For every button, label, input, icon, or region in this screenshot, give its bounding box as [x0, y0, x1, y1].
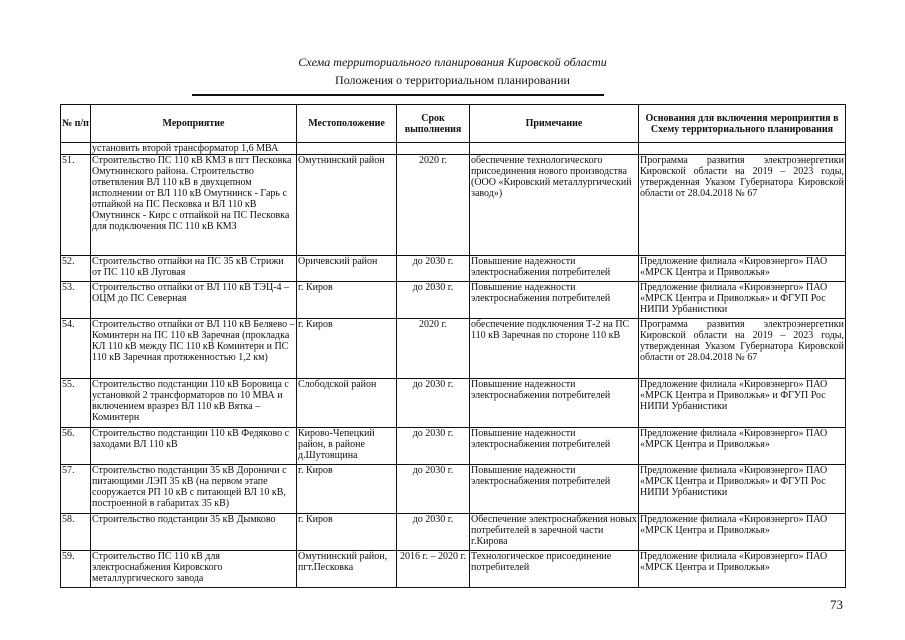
row-location: г. Киров	[297, 514, 397, 551]
row-term: до 2030 г.	[397, 379, 470, 428]
row-note: Повышение надежности электроснабжения потребителей	[470, 428, 639, 465]
row-term: до 2030 г.	[397, 256, 470, 282]
table-row	[61, 155, 846, 256]
row-location: Кирово-Чепецкий район, в районе д.Шутовщина	[297, 428, 397, 465]
row-location: Омутнинский район, пгт.Песковка	[297, 551, 397, 588]
row-location: Слободской район	[297, 379, 397, 428]
table-row	[61, 465, 846, 514]
table-row	[61, 428, 846, 465]
row-note: Повышение надежности электроснабжения потребителей	[470, 379, 639, 428]
row-number: 57.	[61, 465, 91, 514]
row-number: 52.	[61, 256, 91, 282]
row-note: Повышение надежности электроснабжения потребителей	[470, 256, 639, 282]
row-basis: Предложение филиала «Кировэнерго» ПАО «МРСК Центра и Приволжья» и ФГУП Рос НИПИ Урбанистики	[639, 379, 846, 428]
row-basis: Предложение филиала «Кировэнерго» ПАО «МРСК Центра и Приволжья»	[639, 256, 846, 282]
row-location: Омутнинский район	[297, 155, 397, 256]
row-term: до 2030 г.	[397, 465, 470, 514]
row-event: Строительство ПС 110 кВ для электроснабжения Кировского металлургического завода	[91, 551, 297, 588]
row-number: 51.	[61, 155, 91, 256]
table-row	[61, 551, 846, 588]
row-location: г. Киров	[297, 282, 397, 319]
row-basis: Программа развития электроэнергетики Кировской области на 2019 – 2023 годы, утвержденная Указом Губернатора Кировской области от 28.04.2018 № 67	[639, 319, 846, 379]
table-row	[61, 256, 846, 282]
row-number: 53.	[61, 282, 91, 319]
row-term: до 2030 г.	[397, 282, 470, 319]
table-row	[61, 319, 846, 379]
row-note: Повышение надежности электроснабжения потребителей	[470, 282, 639, 319]
row-term: 2016 г. – 2020 г.	[397, 551, 470, 588]
row-event: Строительство отпайки на ПС 35 кВ Стрижи от ПС 110 кВ Луговая	[91, 256, 297, 282]
row-location: г. Киров	[297, 465, 397, 514]
row-term: до 2030 г.	[397, 514, 470, 551]
row-note: Обеспечение электроснабжения новых потребителей в заречной части г.Кирова	[470, 514, 639, 551]
row-note: Технологическое присоединение потребителей	[470, 551, 639, 588]
column-header-event: Мероприятие	[91, 105, 297, 143]
row-event: Строительство подстанции 35 кВ Дороничи с питающими ЛЭП 35 кВ (на первом этапе сооружается РП 10 кВ с питающей ВЛ 10 кВ, построенной в габаритах 35 кВ)	[91, 465, 297, 514]
row-number: 59.	[61, 551, 91, 588]
document-subtitle: Положения о территориальном планировании	[335, 73, 570, 87]
page-number: 73	[830, 597, 843, 612]
row-basis: Предложение филиала «Кировэнерго» ПАО «МРСК Центра и Приволжья»	[639, 551, 846, 588]
table-header-row	[61, 105, 846, 143]
column-header-note: Примечание	[470, 105, 639, 143]
row-number: 58.	[61, 514, 91, 551]
row-event: Строительство ПС 110 кВ КМЗ в пгт Песковка Омутнинского района. Строительство ответвления ВЛ 110 кВ в двухцепном исполнении от ВЛ 110 кВ Омутнинск - Гарь с отпайкой на ПС Песковка и ВЛ 110 кВ Омутнинск - Кирс с отпайкой на ПС Песковка для подключения ПС 110 кВ КМЗ	[91, 155, 297, 256]
row-basis: Предложение филиала «Кировэнерго» ПАО «МРСК Центра и Приволжья» и ФГУП Рос НИПИ Урбанистики	[639, 282, 846, 319]
continuation-row	[61, 143, 846, 155]
row-event: Строительство подстанции 110 кВ Федяково с заходами ВЛ 110 кВ	[91, 428, 297, 465]
row-note: обеспечение подключения Т-2 на ПС 110 кВ Заречная по стороне 110 кВ	[470, 319, 639, 379]
row-basis: Предложение филиала «Кировэнерго» ПАО «МРСК Центра и Приволжья»	[639, 428, 846, 465]
row-number: 54.	[61, 319, 91, 379]
row-note: Повышение надежности электроснабжения потребителей	[470, 465, 639, 514]
column-header-basis: Основания для включения мероприятия в Схему территориального планирования	[639, 105, 846, 143]
table-row	[61, 379, 846, 428]
column-header-term: Срок выполнения	[397, 105, 470, 143]
table-row	[61, 282, 846, 319]
row-location: г. Киров	[297, 319, 397, 379]
row-basis: Программа развития электроэнергетики Кировской области на 2019 – 2023 годы, утвержденная Указом Губернатора Кировской области от 28.04.2018 № 67	[639, 155, 846, 256]
header-divider	[192, 94, 604, 96]
row-term: 2020 г.	[397, 155, 470, 256]
row-term: 2020 г.	[397, 319, 470, 379]
row-location: Оричевский район	[297, 256, 397, 282]
document-title: Схема территориального планирования Кировской области	[298, 55, 607, 69]
row-event: Строительство отпайки от ВЛ 110 кВ ТЭЦ-4 – ОЦМ до ПС Северная	[91, 282, 297, 319]
row-note: обеспечение технологического присоединения нового производства (ООО «Кировский металлургический завод»)	[470, 155, 639, 256]
row-basis: Предложение филиала «Кировэнерго» ПАО «МРСК Центра и Приволжья»	[639, 514, 846, 551]
row-event: Строительство отпайки от ВЛ 110 кВ Беляево – Коминтерн на ПС 110 кВ Заречная (прокладка КЛ 110 кВ между ПС 110 кВ Коминтерн и ПС 110 кВ Заречная протяженностью 1,2 км)	[91, 319, 297, 379]
table-row	[61, 514, 846, 551]
row-number: 56.	[61, 428, 91, 465]
row-term: до 2030 г.	[397, 428, 470, 465]
row-basis: Предложение филиала «Кировэнерго» ПАО «МРСК Центра и Приволжья» и ФГУП Рос НИПИ Урбанистики	[639, 465, 846, 514]
measures-table	[60, 104, 846, 588]
column-header-location: Местоположение	[297, 105, 397, 143]
row-event: Строительство подстанции 35 кВ Дымково	[91, 514, 297, 551]
row-number: 55.	[61, 379, 91, 428]
row-event: Строительство подстанции 110 кВ Боровица с установкой 2 трансформаторов по 10 МВА и включением вразрез ВЛ 110 кВ Вятка – Коминтерн	[91, 379, 297, 428]
continuation-text: установить второй трансформатор 1,6 МВА	[91, 143, 297, 155]
column-header-number: № п/п	[61, 105, 91, 143]
